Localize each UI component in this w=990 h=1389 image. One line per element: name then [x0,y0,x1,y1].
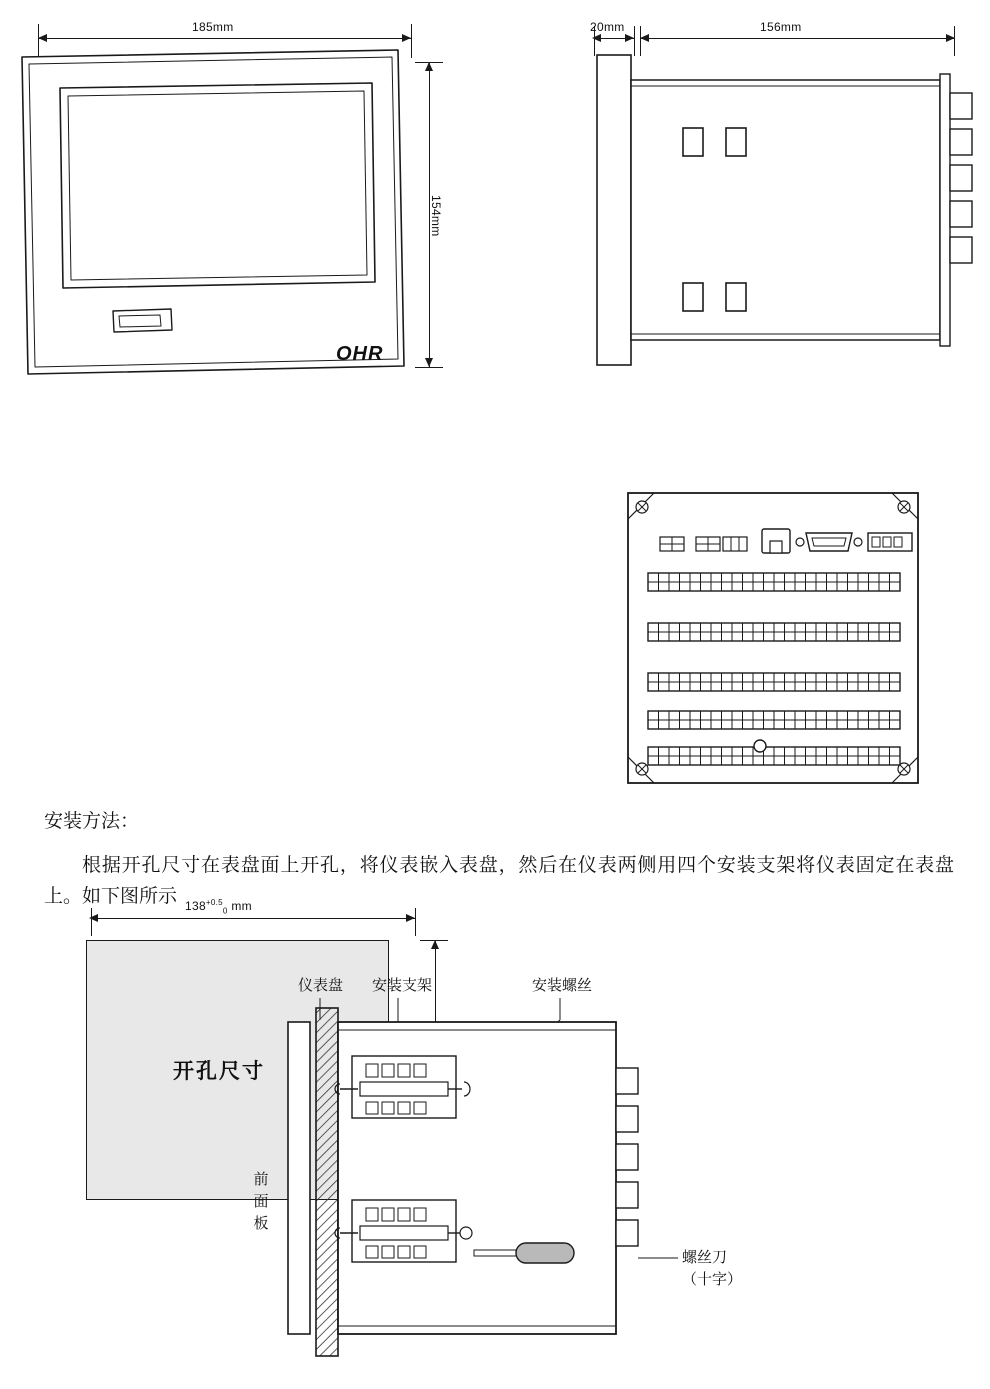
instructions-paragraph: 根据开孔尺寸在表盘面上开孔，将仪表嵌入表盘，然后在仪表两侧用四个安装支架将仪表固定在表盘上。如下图所示 [44,854,954,907]
bracket-lower [335,1200,472,1262]
front-view-drawing [0,0,470,400]
label-mounting-screw: 安装螺丝 [532,976,593,994]
cutout-width-ext-left [91,908,92,936]
label-instrument-panel: 仪表盘 [298,976,344,994]
cutout-width-arrow-right-icon [406,914,415,922]
cutout-width-dimension-line [91,918,415,919]
label-mounting-bracket: 安装支架 [372,976,433,994]
cutout-height-arrow-up-icon [431,940,439,949]
side-view-drawing [560,0,990,400]
cutout-width-tol-bottom: 0 [222,906,228,916]
side-view-group [560,0,990,400]
front-height-label: 154mm [429,195,443,237]
instructions-heading: 安装方法： [44,810,140,832]
side-thickness-label: 20mm [590,20,625,34]
mounting-diagram-drawing [230,960,790,1380]
mounting-diagram-group [230,960,790,1380]
label-screwdriver-line2: （十字） [682,1270,743,1288]
rear-view-group [620,485,930,795]
label-screwdriver-line1: 螺丝刀 [682,1248,728,1266]
side-depth-label: 156mm [760,20,802,34]
front-width-label: 185mm [192,20,234,34]
brand-logo: OHR [336,343,384,365]
cutout-width-unit: mm [231,899,252,913]
cutout-caption: 开孔尺寸 [173,1059,265,1083]
cutout-width-tol-top: +0.5 [205,898,223,907]
label-front-panel-char-2: 面 [253,1192,269,1210]
cutout-height-ext-top [420,940,448,941]
front-view-group [0,0,470,400]
label-front-panel-char-1: 前 [253,1170,269,1188]
label-front-panel-char-3: 板 [253,1214,269,1232]
cutout-width-ext-right [415,908,416,936]
cutout-width-value: 138 [185,899,206,913]
bracket-upper [335,1056,470,1118]
rear-view-drawing [620,485,930,795]
